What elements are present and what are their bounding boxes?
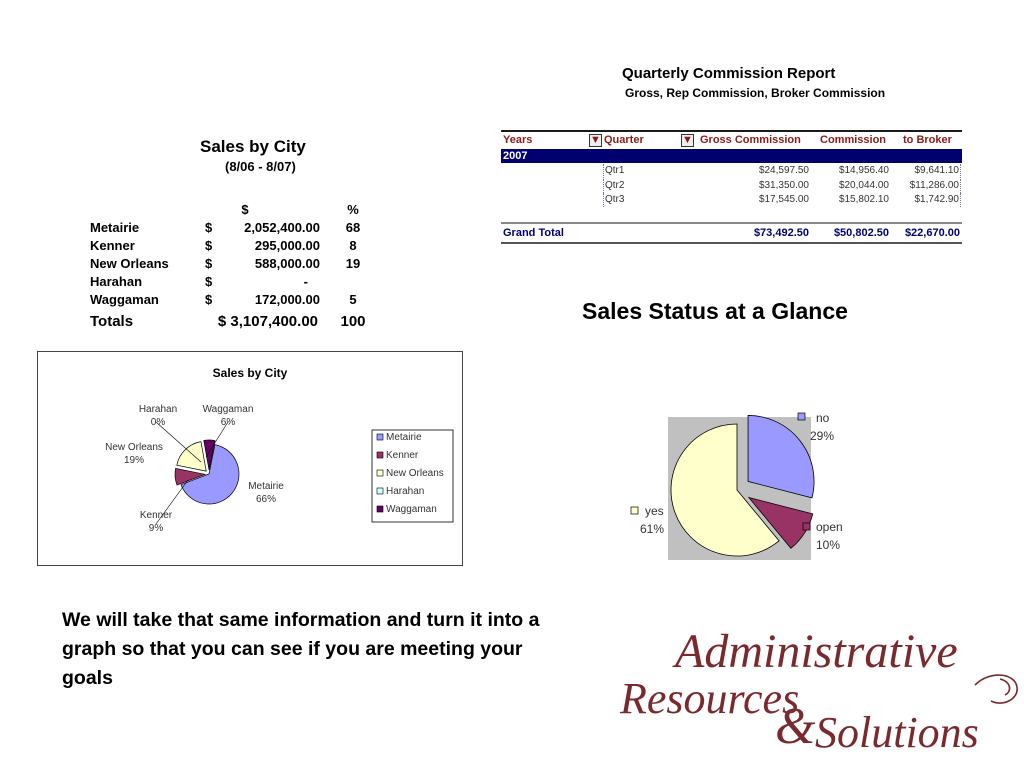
table-row <box>501 193 962 207</box>
table-header-row <box>501 130 962 149</box>
city-name: Harahan <box>90 274 143 289</box>
pct-value: 19 <box>345 256 361 271</box>
slice-value-label: 61% <box>640 522 665 536</box>
commission-report-subtitle: Gross, Rep Commission, Broker Commission <box>625 86 886 100</box>
city-name: Kenner <box>90 238 135 253</box>
dollar-sign: $ <box>205 292 213 307</box>
logo-text-line3: Solutions <box>815 708 979 755</box>
legend-key <box>631 507 638 514</box>
slice-value-label: 10% <box>816 538 841 552</box>
dollar-sign: $ <box>205 220 213 235</box>
gross-cell: $24,597.50 <box>758 165 809 176</box>
amount-value: 2,052,400.00 <box>244 220 320 235</box>
slice-label: Harahan <box>138 404 178 415</box>
city-name: New Orleans <box>90 256 169 271</box>
slice-label: no <box>816 411 830 425</box>
commission-cell: $20,044.00 <box>838 179 889 191</box>
grand-total-label: Grand Total <box>503 227 564 239</box>
slice-label: yes <box>645 504 664 518</box>
gross-cell: $31,350.00 <box>758 179 809 191</box>
caption-text: We will take that same information and turn it into a graph so that you can see if you are meeting your goals <box>62 609 540 689</box>
commission-report-title: Quarterly Commission Report <box>622 65 836 82</box>
table-header-row <box>90 202 390 220</box>
slice-value-label: 66% <box>255 494 277 505</box>
totals-label: Totals <box>90 313 134 330</box>
amount-value: 172,000.00 <box>254 292 320 307</box>
totals-amount: $ 3,107,400.00 <box>217 313 318 330</box>
pct-column-header: % <box>347 202 359 217</box>
grand-total-row <box>501 222 962 244</box>
table-row <box>90 256 390 274</box>
table-row <box>90 274 390 292</box>
sales-by-city-title: Sales by City <box>200 137 306 156</box>
table-row <box>90 220 390 238</box>
legend-label: Kenner <box>386 450 419 461</box>
broker-cell: $11,286.00 <box>891 179 961 193</box>
slice-value-label: 0% <box>150 417 166 428</box>
sales-status-chart <box>620 405 860 565</box>
year-label: 2007 <box>503 150 528 162</box>
table-row <box>90 292 390 310</box>
pct-value: 68 <box>345 220 361 235</box>
broker-header: to Broker <box>903 134 952 146</box>
quarter-cell: Qtr1 <box>605 165 625 176</box>
amount-value: 295,000.00 <box>254 238 320 253</box>
dollar-sign: $ <box>205 274 213 289</box>
broker-cell: $1,742.90 <box>891 193 961 207</box>
city-name: Metairie <box>90 220 140 235</box>
pie-slice-new-orleans <box>177 442 206 472</box>
slice-label: Metairie <box>248 481 284 492</box>
slice-label: Waggaman <box>202 404 254 415</box>
gross-cell: $17,545.00 <box>758 194 809 205</box>
slice-label: open <box>816 520 843 534</box>
city-name: Waggaman <box>90 292 159 307</box>
logo-text-line2: Resources <box>620 674 800 723</box>
legend-swatch <box>377 434 383 440</box>
amount-value: 588,000.00 <box>254 256 320 271</box>
commission-report-table <box>501 130 962 242</box>
quarter-cell: Qtr2 <box>605 179 625 191</box>
sales-by-city-period: (8/06 - 8/07) <box>225 159 296 174</box>
legend-key <box>803 523 810 530</box>
slice-label: New Orleans <box>105 442 163 453</box>
grand-total-commission: $50,802.50 <box>833 227 889 239</box>
totals-row <box>90 313 390 331</box>
slice-value-label: 29% <box>810 429 835 443</box>
sales-status-title: Sales Status at a Glance <box>582 298 848 324</box>
slice-value-label: 19% <box>123 455 145 466</box>
legend-swatch <box>377 470 383 476</box>
chart-legend <box>372 430 453 522</box>
quarter-dropdown-icon[interactable]: ▼ <box>682 134 693 146</box>
sales-by-city-chart <box>37 351 463 566</box>
year-row <box>501 149 962 163</box>
amount-value: - <box>303 274 308 289</box>
table-row <box>501 164 962 178</box>
legend-label: Harahan <box>386 486 425 497</box>
dollar-sign: $ <box>205 238 213 253</box>
grand-total-broker: $22,670.00 <box>904 227 960 239</box>
broker-cell: $9,641.10 <box>891 164 961 178</box>
slice-label: Kenner <box>139 510 173 521</box>
logo-ampersand: & <box>775 698 816 755</box>
legend-label: Metairie <box>386 432 422 443</box>
grand-total-gross: $73,492.50 <box>753 227 809 239</box>
commission-cell: $15,802.10 <box>838 194 889 205</box>
pct-value: 5 <box>349 292 357 307</box>
quarter-cell: Qtr3 <box>605 194 625 205</box>
commission-header: Commission <box>820 134 887 146</box>
quarter-header: Quarter <box>604 134 644 146</box>
gross-header: Gross Commission <box>700 134 801 146</box>
legend-swatch <box>377 488 383 494</box>
company-logo <box>615 615 1024 755</box>
legend-key <box>798 413 805 420</box>
table-row <box>501 179 962 193</box>
slice-value-label: 6% <box>220 417 236 428</box>
legend-swatch <box>377 506 383 512</box>
totals-pct: 100 <box>340 313 366 330</box>
slice-value-label: 9% <box>148 523 164 534</box>
logo-text-line1: Administrative <box>675 625 958 678</box>
dollar-sign: $ <box>205 256 213 271</box>
legend-label: Waggaman <box>386 504 437 515</box>
legend-label: New Orleans <box>386 468 444 479</box>
table-row <box>90 238 390 256</box>
years-dropdown-icon[interactable]: ▼ <box>590 134 601 146</box>
sales-by-city-chart-svg <box>38 352 462 565</box>
chart-title: Sales by City <box>212 366 288 380</box>
commission-cell: $14,956.40 <box>838 165 889 176</box>
legend-swatch <box>377 452 383 458</box>
years-header: Years <box>503 134 533 146</box>
amount-column-header: $ <box>241 202 249 217</box>
pct-value: 8 <box>349 238 357 253</box>
